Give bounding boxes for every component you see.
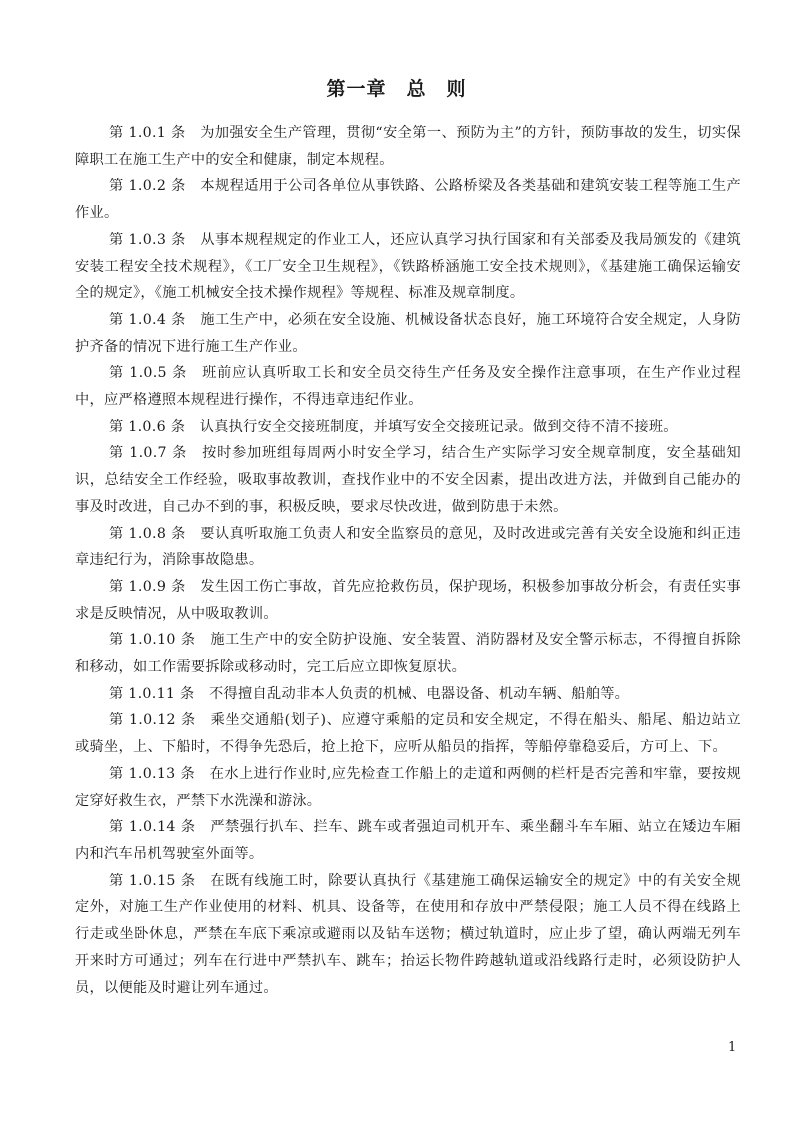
article-1-0-2 — [75, 173, 741, 226]
article-1-0-13 — [75, 761, 741, 814]
article-text: 施工生产中，必须在安全设施、机械设备状态良好，施工环境符合安全规定，人身防护齐备的情况下进行施工生产作业。 — [75, 311, 741, 355]
article-1-0-15 — [75, 868, 741, 1002]
article-number: 第 1.0.14 条 — [109, 819, 196, 836]
article-text: 要认真听取施工负责人和安全监察员的意见，及时改进或完善有关安全设施和纠正违章违纪行为，消除事故隐患。 — [75, 525, 741, 569]
article-text: 发生因工伤亡事故，首先应抢救伤员，保护现场，积极参加事故分析会，有责任实事求是反映情况，从中吸取教训。 — [75, 578, 741, 622]
regulations-body — [75, 120, 741, 1001]
article-number: 第 1.0.13 条 — [109, 765, 196, 782]
article-1-0-11 — [75, 681, 741, 708]
article-number: 第 1.0.6 条 — [109, 418, 186, 435]
article-number: 第 1.0.11 条 — [109, 685, 195, 702]
article-1-0-8 — [75, 521, 741, 574]
article-number: 第 1.0.7 条 — [109, 445, 188, 462]
chapter-title: 第一章 总 则 — [326, 78, 467, 100]
article-text: 认真执行安全交接班制度，并填写安全交接班记录。做到交待不清不接班。 — [199, 418, 678, 435]
article-1-0-4 — [75, 307, 741, 360]
article-1-0-3 — [75, 227, 741, 307]
article-number: 第 1.0.15 条 — [109, 872, 196, 889]
article-text: 在既有线施工时，除要认真执行《基建施工确保运输安全的规定》中的有关安全规定外，对施工生产作业使用的材料、机具、设备等，在使用和存放中严禁侵限；施工人员不得在线路上行走或坐卧休息，严禁在车底下乘凉或避雨以及钻车送物；横过轨道时，应止步了望，确认两端无列车开来时方可通过；列车在行进中严禁扒车、跳车；抬运长物件跨越轨道或沿线路行走时，必须设防护人员，以便能及时避让列车通过。 — [75, 872, 741, 996]
article-number: 第 1.0.5 条 — [109, 365, 188, 382]
article-number: 第 1.0.9 条 — [109, 578, 186, 595]
article-text: 不得擅自乱动非本人负责的机械、电器设备、机动车辆、船舶等。 — [209, 685, 630, 702]
article-number: 第 1.0.1 条 — [109, 125, 186, 141]
article-1-0-14 — [75, 814, 741, 867]
article-number: 第 1.0.12 条 — [109, 712, 196, 729]
article-text: 班前应认真听取工长和安全员交待生产任务及安全操作注意事项，在生产作业过程中，应严格遵照本规程进行操作，不得违章违纪作业。 — [75, 365, 741, 409]
article-text: 乘坐交通船(划子)、应遵守乘船的定员和安全规定，不得在船头、船尾、船边站立或骑坐，上、下船时，不得争先恐后，抢上抢下，应听从船员的指挥，等船停靠稳妥后，方可上、下。 — [75, 712, 741, 756]
article-number: 第 1.0.4 条 — [109, 311, 186, 328]
article-1-0-9 — [75, 574, 741, 627]
article-text: 从事本规程规定的作业工人，还应认真学习执行国家和有关部委及我局颁发的《建筑安装工程安全技术规程》，《工厂安全卫生规程》，《铁路桥涵施工安全技术规则》，《基建施工确保运输安全的规定》，《施工机械安全技术操作规程》等规程、标准及规章制度。 — [75, 231, 741, 302]
article-text: 施工生产中的安全防护设施、安全装置、消防器材及安全警示标志，不得擅自拆除和移动，如工作需要拆除或移动时，完工后应立即恢复原状。 — [75, 632, 741, 676]
article-text: 严禁强行扒车、拦车、跳车或者强迫司机开车、乘坐翻斗车车厢、站立在矮边车厢内和汽车吊机驾驶室外面等。 — [75, 819, 741, 862]
article-number: 第 1.0.2 条 — [109, 178, 186, 195]
article-1-0-1 — [75, 120, 741, 173]
article-text: 在水上进行作业时,应先检查工作船上的走道和两侧的栏杆是否完善和牢靠，要按规定穿好救生衣，严禁下水洗澡和游泳。 — [75, 765, 741, 809]
page-number: 1 — [728, 1040, 737, 1055]
article-number: 第 1.0.8 条 — [109, 525, 186, 542]
article-1-0-12 — [75, 707, 741, 760]
article-number: 第 1.0.3 条 — [109, 231, 186, 248]
article-text: 本规程适用于公司各单位从事铁路、公路桥梁及各类基础和建筑安装工程等施工生产作业。 — [75, 178, 741, 222]
article-1-0-5 — [75, 360, 741, 413]
article-text: 按时参加班组每周两小时安全学习，结合生产实际学习安全规章制度，安全基础知识，总结安全工作经验，吸取事故教训，查找作业中的不安全因素，提出改进方法，并做到自己能办的事及时改进，自己办不到的事，积极反映，要求尽快改进，做到防患于未然。 — [75, 445, 741, 515]
article-number: 第 1.0.10 条 — [109, 632, 196, 649]
article-1-0-10 — [75, 627, 741, 680]
article-1-0-7 — [75, 440, 741, 520]
article-text: 为加强安全生产管理，贯彻“安全第一、预防为主”的方针，预防事故的发生，切实保障职工在施工生产中的安全和健康，制定本规程。 — [75, 125, 741, 168]
article-1-0-6 — [75, 414, 741, 441]
